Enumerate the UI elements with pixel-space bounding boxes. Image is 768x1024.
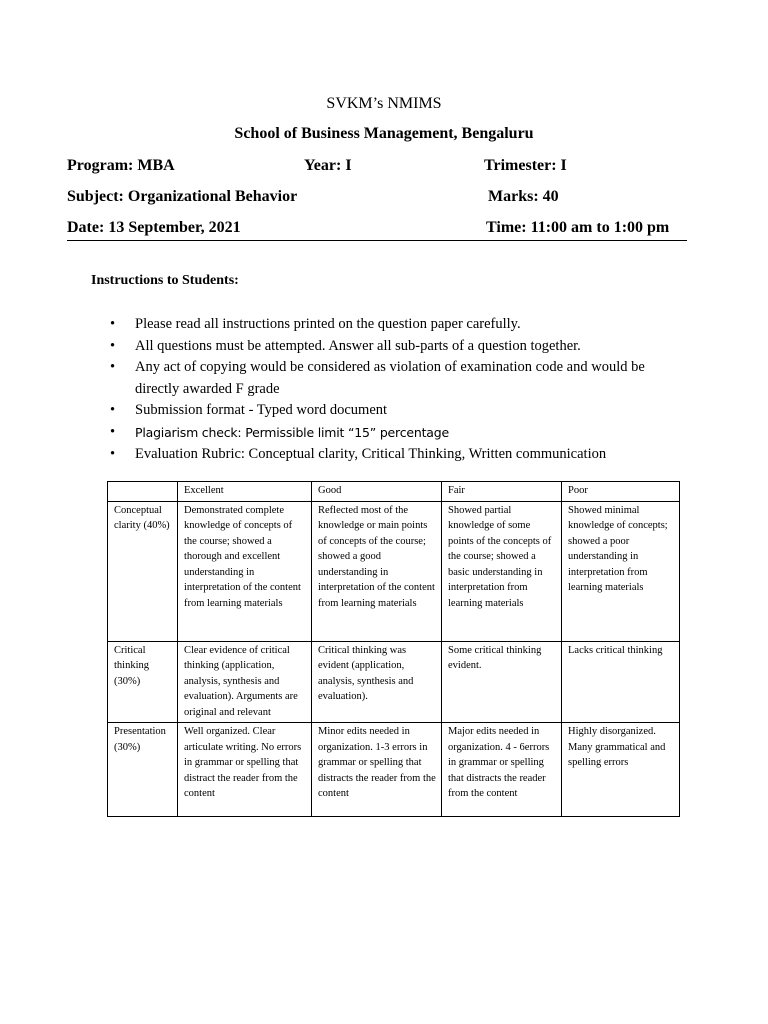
- rubric-header-good: Good: [312, 482, 442, 502]
- bullet-icon: •: [110, 337, 116, 354]
- evaluation-rubric-table: [107, 481, 680, 817]
- rubric-criterion: Critical thinking (30%): [108, 641, 178, 723]
- rubric-criterion: Conceptual clarity (40%): [108, 501, 178, 641]
- rubric-cell: Critical thinking was evident (application, analysis, synthesis and evaluation).: [312, 641, 442, 723]
- list-item: • Plagiarism check: Permissible limit “15” percentage: [108, 422, 688, 445]
- trimester-field: Trimester: I: [484, 157, 567, 174]
- table-row: [108, 723, 680, 817]
- rubric-header-excellent: Excellent: [178, 482, 312, 502]
- rubric-header-criteria: [108, 482, 178, 502]
- rubric-cell: Showed minimal knowledge of concepts; showed a poor understanding in interpretation from learning materials: [562, 501, 680, 641]
- school-name: School of Business Management, Bengaluru: [234, 125, 534, 142]
- bullet-icon: •: [110, 402, 116, 418]
- list-item: • Evaluation Rubric: Conceptual clarity, Critical Thinking, Written communication: [108, 444, 688, 466]
- list-item: • Submission format - Typed word document: [108, 400, 688, 422]
- rubric-cell: Major edits needed in organization. 4 - 6errors in grammar or spelling that distracts the reader from the content: [442, 723, 562, 817]
- institution-name: SVKM’s NMIMS: [326, 95, 442, 112]
- rubric-cell: Clear evidence of critical thinking (application, analysis, synthesis and evaluation). Arguments are original and relevant: [178, 641, 312, 723]
- list-item: • Any act of copying would be considered as violation of examination code and would be directly awarded F grade: [110, 359, 645, 397]
- program-field: Program: MBA: [67, 157, 175, 174]
- instructions-heading: Instructions to Students:: [91, 273, 239, 288]
- list-item: • Please read all instructions printed on the question paper carefully.: [108, 314, 688, 336]
- rubric-header-poor: Poor: [562, 482, 680, 502]
- date-field: Date: 13 September, 2021: [67, 219, 241, 236]
- marks-field: Marks: 40: [488, 188, 559, 205]
- time-field: Time: 11:00 am to 1:00 pm: [486, 219, 670, 236]
- rubric-cell: Demonstrated complete knowledge of concepts of the course; showed a thorough and excellent understanding in interpretation of the content from learning materials: [178, 501, 312, 641]
- rubric-cell: Highly disorganized. Many grammatical and spelling errors: [562, 723, 680, 817]
- list-item: • All questions must be attempted. Answer all sub-parts of a question together.: [108, 336, 688, 358]
- rubric-header-row: [108, 482, 680, 502]
- rubric-cell: Some critical thinking evident.: [442, 641, 562, 723]
- bullet-icon: •: [110, 359, 116, 375]
- table-row: [108, 501, 680, 641]
- bullet-icon: •: [110, 316, 116, 332]
- rubric-cell: Showed partial knowledge of some points of the concepts of the course; showed a basic understanding in interpretation from learning materials: [442, 501, 562, 641]
- header-divider: [67, 240, 687, 241]
- table-row: [108, 641, 680, 723]
- rubric-cell: Minor edits needed in organization. 1-3 errors in grammar or spelling that distracts the reader from the content: [312, 723, 442, 817]
- instructions-list: [108, 314, 688, 466]
- rubric-criterion: Presentation (30%): [108, 723, 178, 817]
- year-field: Year: I: [304, 157, 352, 174]
- rubric-header-fair: Fair: [442, 482, 562, 502]
- rubric-cell: Lacks critical thinking: [562, 641, 680, 723]
- subject-field: Subject: Organizational Behavior: [67, 188, 298, 205]
- rubric-cell: Reflected most of the knowledge or main points of concepts of the course; showed a good understanding in interpretation of the content from learning materials: [312, 501, 442, 641]
- bullet-icon: •: [110, 446, 116, 462]
- bullet-icon: •: [110, 423, 116, 440]
- rubric-cell: Well organized. Clear articulate writing. No errors in grammar or spelling that distract the reader from the content: [178, 723, 312, 817]
